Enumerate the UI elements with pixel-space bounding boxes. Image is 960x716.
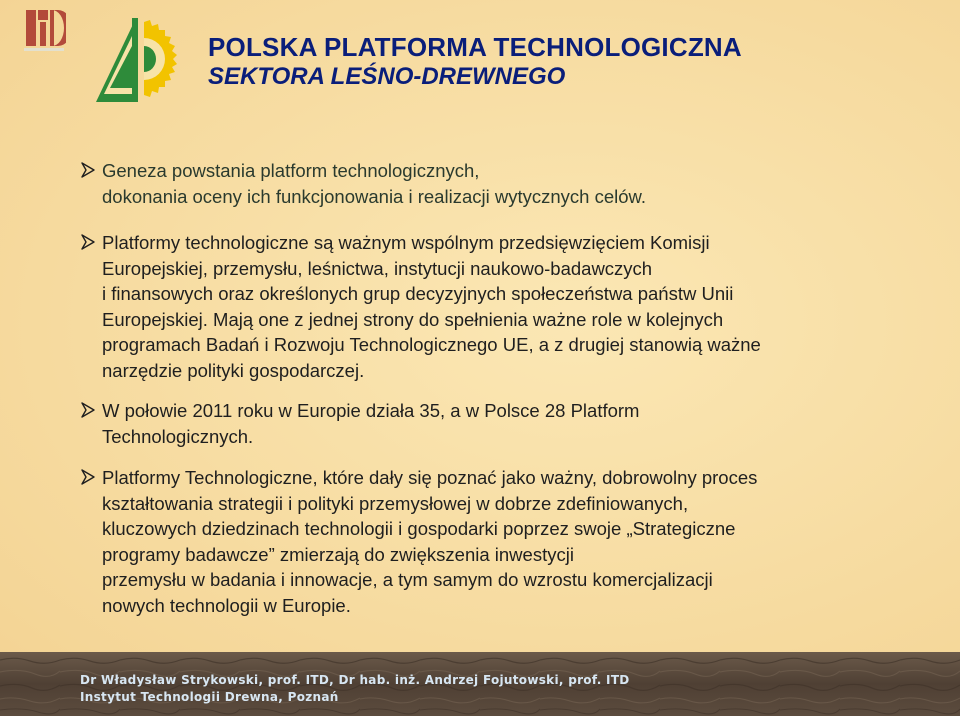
arrow-bullet-icon [80, 469, 96, 485]
bullet-line: programach Badań i Rozwoju Technologicznego UE, a z drugiej stanowią ważne [102, 334, 761, 355]
itd-institute-logo [24, 6, 66, 54]
bullet-item [80, 398, 940, 449]
bullet-item [80, 465, 940, 618]
arrow-bullet-icon [80, 402, 96, 418]
bullet-line: Geneza powstania platform technologicznych, [102, 160, 480, 181]
bullet-line: narzędzie polityki gospodarczej. [102, 359, 365, 381]
bullet-line: Technologicznych. [102, 425, 254, 447]
bullet-line: kluczowych dziedzinach technologii i gospodarki poprzez swoje „Strategiczne [102, 518, 736, 539]
bullet-text [102, 158, 940, 209]
bullet-text [102, 465, 940, 618]
bullet-text [102, 398, 940, 449]
bullet-item [80, 158, 940, 209]
arrow-bullet-icon [80, 162, 96, 178]
bullet-line: W połowie 2011 roku w Europie działa 35, a w Polsce 28 Platform [102, 400, 640, 421]
bullet-line: programy badawcze” zmierzają do zwiększenia inwestycji [102, 543, 574, 565]
page-subtitle: SEKTORA LEŚNO-DREWNEGO [208, 63, 566, 90]
arrow-bullet-icon [80, 234, 96, 250]
bullet-item [80, 230, 940, 383]
bullet-line: Platformy technologiczne są ważnym wspólnym przedsięwzięciem Komisji [102, 232, 710, 253]
bullet-line: nowych technologii w Europie. [102, 594, 351, 616]
footer-institute: Instytut Technologii Drewna, Poznań [80, 690, 339, 704]
bullet-line: przemysłu w badania i innowacje, a tym samym do wzrostu komercjalizacji [102, 569, 713, 590]
bullet-line: dokonania oceny ich funkcjonowania i realizacji wytycznych celów. [102, 185, 646, 207]
bullet-line: Platformy Technologiczne, które dały się poznać jako ważny, dobrowolny proces [102, 467, 758, 488]
bullet-line: kształtowania strategii i polityki przemysłowej w dobrze zdefiniowanych, [102, 492, 689, 514]
tree-sawblade-logo [88, 16, 188, 106]
page-title: POLSKA PLATFORMA TECHNOLOGICZNA [208, 32, 742, 62]
bullet-line: i finansowych oraz określonych grup decyzyjnych społeczeństwa państw Unii [102, 283, 734, 304]
bullet-text [102, 230, 940, 383]
bullet-line: Europejskiej. Mają one z jednej strony do spełnienia ważne role w kolejnych [102, 308, 724, 330]
bullet-line: Europejskiej, przemysłu, leśnictwa, instytucji naukowo-badawczych [102, 257, 653, 279]
footer-authors: Dr Władysław Strykowski, prof. ITD, Dr hab. inż. Andrzej Fojutowski, prof. ITD [80, 673, 630, 687]
